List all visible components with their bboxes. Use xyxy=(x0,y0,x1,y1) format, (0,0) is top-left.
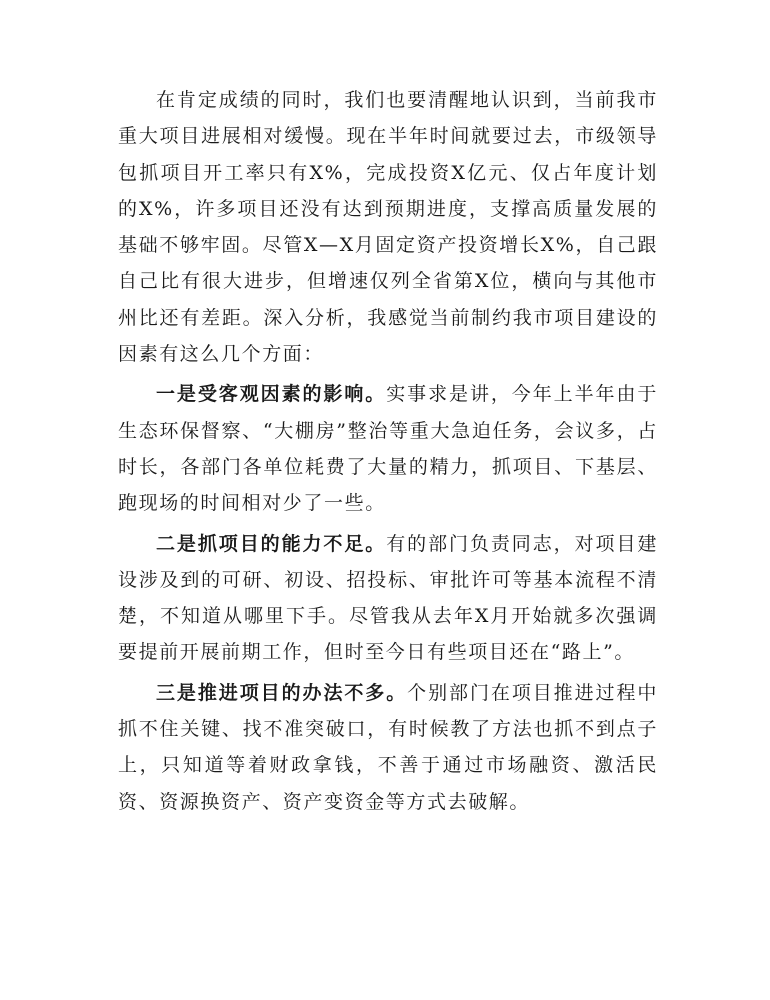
paragraph-point-1 xyxy=(118,376,658,521)
paragraph-text: 实事求是讲，今年上半年由于生态环保督察、“大棚房”整治等重大急迫任务，会议多，占时长，各部门各单位耗费了大量的精力，抓项目、下基层、跑现场的时间相对少了一些。 xyxy=(118,383,658,515)
paragraph-text: 有的部门负责同志，对项目建设涉及到的可研、初设、招投标、审批许可等基本流程不清楚，不知道从哪里下手。尽管我从去年X月开始就多次强调要提前开展前期工作，但时至今日有些项目还在“路上”。 xyxy=(118,532,658,664)
paragraph-point-2 xyxy=(118,526,658,671)
document-body xyxy=(118,82,658,820)
paragraph-point-3 xyxy=(118,675,658,820)
paragraph-text: 在肯定成绩的同时，我们也要清醒地认识到，当前我市重大项目进展相对缓慢。现在半年时间就要过去，市级领导包抓项目开工率只有X%，完成投资X亿元、仅占年度计划的X%，许多项目还没有达到预期进度，支撑高质量发展的基础不够牢固。尽管X—X月固定资产投资增长X%，自己跟自己比有很大进步，但增速仅列全省第X位，横向与其他市州比还有差距。深入分析，我感觉当前制约我市项目建设的因素有这么几个方面： xyxy=(118,89,658,366)
paragraph-lead: 三是推进项目的办法不多。 xyxy=(156,681,408,704)
paragraph-intro xyxy=(118,82,658,372)
paragraph-lead: 一是受客观因素的影响。 xyxy=(156,383,387,406)
paragraph-text: 个别部门在项目推进过程中抓不住关键、找不准突破口，有时候教了方法也抓不到点子上，只知道等着财政拿钱，不善于通过市场融资、激活民资、资源换资产、资产变资金等方式去破解。 xyxy=(118,681,659,813)
paragraph-lead: 二是抓项目的能力不足。 xyxy=(156,532,387,555)
